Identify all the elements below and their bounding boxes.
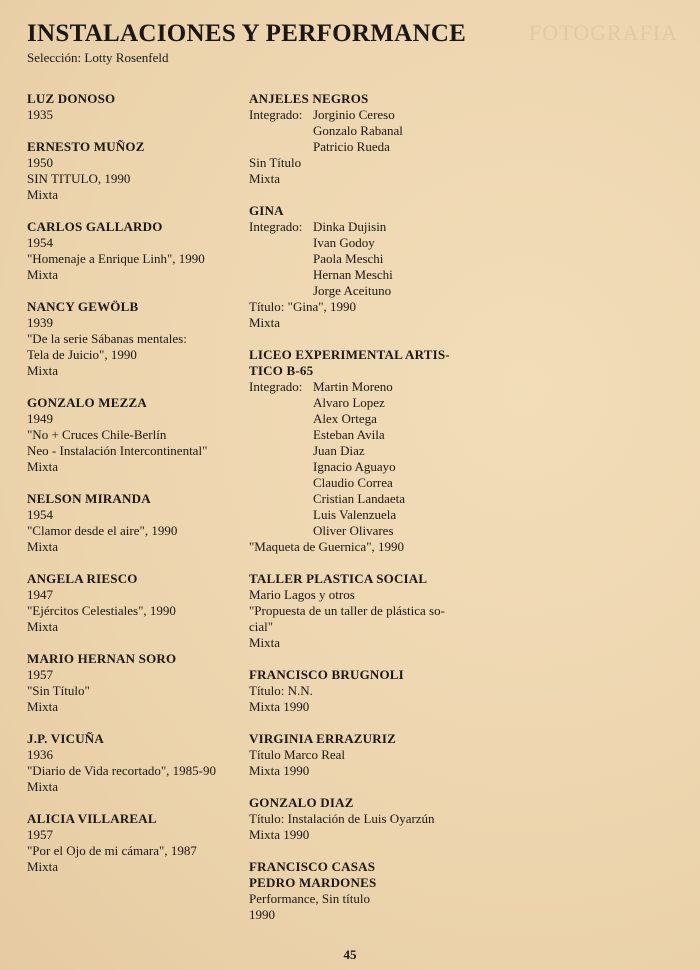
artist-name: LUZ DONOSO (27, 91, 116, 106)
artist-name: NELSON MIRANDA (27, 491, 151, 506)
entry-detail: Mixta 1990 (249, 827, 310, 842)
artist-entry (249, 571, 474, 651)
member-name: Martin Moreno (313, 379, 393, 394)
entry-detail: "Sin Título" (27, 683, 90, 698)
entry-detail: Mixta (249, 171, 281, 186)
entry-detail: Mixta (249, 315, 281, 330)
artist-entry (27, 219, 242, 283)
artist-name: NANCY GEWÖLB (27, 299, 139, 314)
entry-detail: Tela de Juicio", 1990 (27, 347, 137, 362)
member-name: Gonzalo Rabanal (313, 123, 403, 138)
artist-name: GONZALO MEZZA (27, 395, 147, 410)
member-name: Luis Valenzuela (313, 507, 397, 522)
entry-detail: 1950 (27, 155, 53, 170)
artist-entry (249, 203, 474, 331)
entry-detail: "Clamor desde el aire", 1990 (27, 523, 178, 538)
artist-entry (27, 299, 242, 379)
member-name: Alex Ortega (313, 411, 377, 426)
entry-detail: Sin Título (249, 155, 302, 170)
artist-entry (249, 91, 474, 187)
entry-detail: Mixta 1990 (249, 763, 310, 778)
entry-detail: Título Marco Real (249, 747, 346, 762)
entry-detail: "No + Cruces Chile-Berlín (27, 427, 167, 442)
artist-name: MARIO HERNAN SORO (27, 651, 177, 666)
members-block (249, 219, 474, 299)
members-block (249, 107, 474, 155)
entry-detail: 1957 (27, 827, 53, 842)
artist-entry (249, 667, 474, 715)
entry-detail: Mixta (27, 187, 59, 202)
artist-name: TALLER PLASTICA SOCIAL (249, 571, 428, 586)
artist-entry (27, 811, 242, 875)
artist-name: ALICIA VILLAREAL (27, 811, 157, 826)
entry-detail: Mixta (27, 539, 59, 554)
artist-entry (27, 91, 242, 123)
entry-detail: "Ejércitos Celestiales", 1990 (27, 603, 176, 618)
entry-detail: 1947 (27, 587, 53, 602)
artist-entry (27, 491, 242, 555)
entry-detail: 1936 (27, 747, 53, 762)
member-name: Hernan Meschi (313, 267, 393, 282)
entry-detail: Título: N.N. (249, 683, 313, 698)
entry-detail: Neo - Instalación Intercontinental" (27, 443, 208, 458)
member-name: Oliver Olivares (313, 523, 394, 538)
member-name: Jorginio Cereso (313, 107, 395, 122)
entry-detail: Performance, Sin título (249, 891, 370, 906)
member-name: Patricio Rueda (313, 139, 390, 154)
page-title: INSTALACIONES Y PERFORMANCE (27, 20, 467, 47)
page-subtitle: Selección: Lotty Rosenfeld (27, 50, 169, 65)
artist-entry (249, 347, 474, 555)
member-name: Juan Diaz (313, 443, 365, 458)
artist-name: TICO B-65 (249, 363, 314, 378)
members-label: Integrado: (249, 219, 303, 234)
artist-entry (249, 731, 474, 779)
entry-detail: Mixta (27, 363, 59, 378)
artist-name: PEDRO MARDONES (249, 875, 377, 890)
left-column (27, 91, 242, 891)
right-column (249, 91, 474, 939)
entry-detail: 1939 (27, 315, 53, 330)
entry-detail: Título: "Gina", 1990 (249, 299, 357, 314)
artist-entry (249, 795, 474, 843)
entry-detail: "Por el Ojo de mi cámara", 1987 (27, 843, 197, 858)
entry-detail: Mixta 1990 (249, 699, 310, 714)
artist-name: LICEO EXPERIMENTAL ARTIS- (249, 347, 450, 362)
member-name: Cristian Landaeta (313, 491, 406, 506)
entry-detail: "Maqueta de Guernica", 1990 (249, 539, 405, 554)
artist-entry (27, 395, 242, 475)
entry-detail: Mario Lagos y otros (249, 587, 355, 602)
entry-detail: "Diario de Vida recortado", 1985-90 (27, 763, 217, 778)
artist-name: VIRGINIA ERRAZURIZ (249, 731, 396, 746)
artist-name: ANJELES NEGROS (249, 91, 369, 106)
artist-name: ANGELA RIESCO (27, 571, 138, 586)
member-name: Ivan Godoy (313, 235, 375, 250)
artist-name: FRANCISCO BRUGNOLI (249, 667, 404, 682)
members-list (313, 379, 405, 539)
entry-detail: SIN TITULO, 1990 (27, 171, 131, 186)
artist-name: CARLOS GALLARDO (27, 219, 163, 234)
entry-detail: 1990 (249, 907, 275, 922)
members-label: Integrado: (249, 379, 303, 394)
members-label: Integrado: (249, 107, 303, 122)
bleed-through-text: FOTOGRAFIA (529, 20, 678, 45)
entry-detail: 1954 (27, 235, 53, 250)
artist-entry (27, 571, 242, 635)
artist-name: GINA (249, 203, 284, 218)
entry-detail: Mixta (27, 859, 59, 874)
members-list (313, 219, 393, 299)
members-block (249, 379, 474, 539)
entry-detail: cial" (249, 619, 274, 634)
entry-detail: "De la serie Sábanas mentales: (27, 331, 187, 346)
member-name: Claudio Correa (313, 475, 393, 490)
entry-detail: 1935 (27, 107, 53, 122)
artist-name: J.P. VICUÑA (27, 731, 104, 746)
artist-entry (27, 731, 242, 795)
member-name: Alvaro Lopez (313, 395, 385, 410)
member-name: Paola Meschi (313, 251, 384, 266)
entry-detail: Mixta (27, 267, 59, 282)
entry-detail: "Homenaje a Enrique Linh", 1990 (27, 251, 205, 266)
entry-detail: Título: Instalación de Luis Oyarzún (249, 811, 435, 826)
member-name: Esteban Avila (313, 427, 385, 442)
member-name: Jorge Aceituno (313, 283, 392, 298)
members-list (313, 107, 403, 155)
member-name: Ignacio Aguayo (313, 459, 396, 474)
entry-detail: 1949 (27, 411, 53, 426)
artist-name: GONZALO DIAZ (249, 795, 354, 810)
artist-entry (27, 139, 242, 203)
artist-name: FRANCISCO CASAS (249, 859, 376, 874)
entry-detail: Mixta (27, 619, 59, 634)
artist-entry (27, 651, 242, 715)
entry-detail: 1954 (27, 507, 53, 522)
member-name: Dinka Dujisin (313, 219, 387, 234)
entry-detail: Mixta (27, 459, 59, 474)
page-number: 45 (343, 947, 357, 962)
entry-detail: 1957 (27, 667, 53, 682)
entry-detail: Mixta (27, 699, 59, 714)
entry-detail: Mixta (249, 635, 281, 650)
entry-detail: "Propuesta de un taller de plástica so- (249, 603, 445, 618)
artist-entry (249, 859, 474, 923)
artist-name: ERNESTO MUÑOZ (27, 139, 145, 154)
entry-detail: Mixta (27, 779, 59, 794)
